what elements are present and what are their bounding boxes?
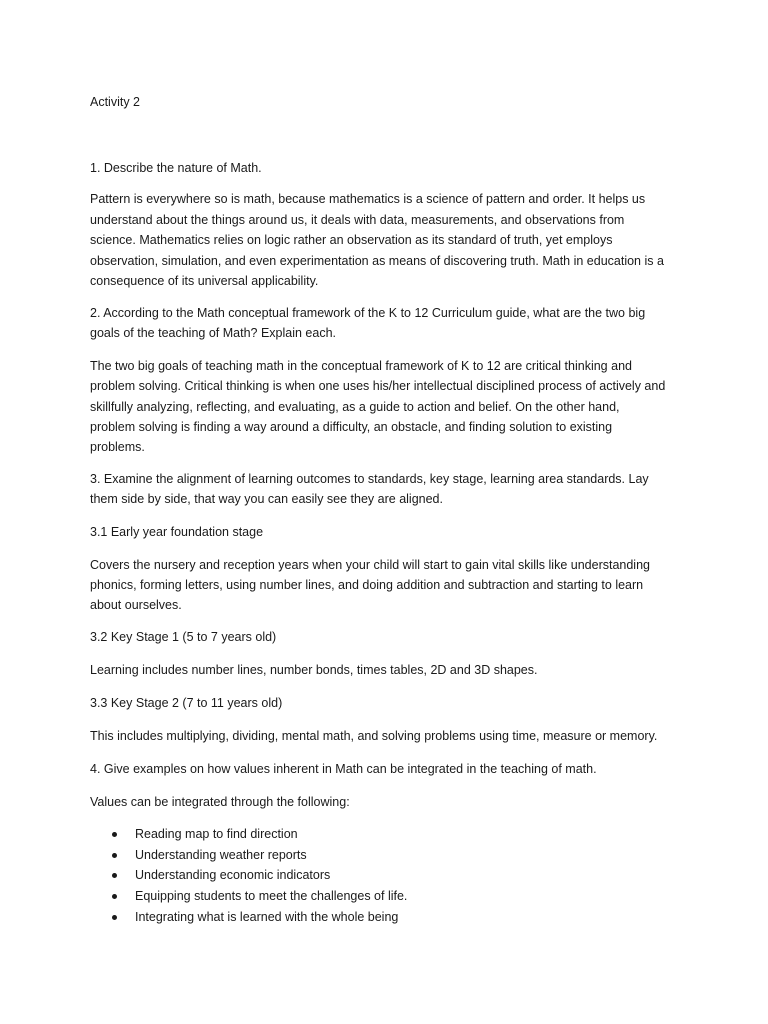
values-bullet-list [112, 824, 407, 928]
subsection-heading: 3.1 Early year foundation stage [90, 525, 264, 539]
list-item-text: Understanding weather reports [135, 847, 307, 862]
list-item [112, 886, 407, 907]
answer-1-line: observation, simulation, and even experimentation as means of discovering truth. Math in education is a [90, 254, 664, 268]
question-3-line: 3. Examine the alignment of learning outcomes to standards, key stage, learning area standards. Lay [90, 472, 649, 486]
subsection-text-line: This includes multiplying, dividing, mental math, and solving problems using time, measure or memory. [90, 729, 658, 743]
question-2-line: goals of the teaching of Math? Explain each. [90, 326, 336, 340]
list-item [112, 907, 407, 928]
answer-1-line: Pattern is everywhere so is math, because mathematics is a science of pattern and order. It helps us [90, 192, 646, 206]
subsection-heading: 3.2 Key Stage 1 (5 to 7 years old) [90, 630, 277, 644]
answer-2-line: problem solving. Critical thinking is when one uses his/her intellectual disciplined process of actively and [90, 379, 666, 393]
subsection-text-line: about ourselves. [90, 598, 182, 612]
subsection-text-line: Covers the nursery and reception years when your child will start to gain vital skills like understanding [90, 558, 650, 572]
bullet-icon [112, 832, 117, 837]
subsection-text-line: phonics, forming letters, using number lines, and doing addition and subtraction and starting to learn [90, 578, 644, 592]
subsection-heading: 3.3 Key Stage 2 (7 to 11 years old) [90, 696, 283, 710]
answer-1-line: consequence of its universal applicability. [90, 274, 319, 288]
list-item-text: Integrating what is learned with the whole being [135, 909, 399, 924]
answer-2-line: skillfully analyzing, reflecting, and evaluating, as a guide to action and belief. On the other hand, [90, 400, 620, 414]
list-item-text: Equipping students to meet the challenges of life. [135, 889, 408, 904]
question-4: 4. Give examples on how values inherent in Math can be integrated in the teaching of math. [90, 762, 597, 776]
answer-2-line: problems. [90, 440, 145, 454]
subsection-text-line: Learning includes number lines, number bonds, times tables, 2D and 3D shapes. [90, 663, 538, 677]
list-item-text: Understanding economic indicators [135, 868, 331, 883]
bullet-icon [112, 894, 117, 899]
answer-1-line: understand about the things around us, it deals with data, measurements, and observations from [90, 213, 625, 227]
values-intro: Values can be integrated through the following: [90, 795, 350, 809]
list-item-text: Reading map to find direction [135, 827, 298, 841]
bullet-icon [112, 853, 117, 858]
list-item [112, 865, 407, 886]
list-item [112, 824, 407, 845]
answer-2-line: problem solving is finding a way around a difficulty, an obstacle, and finding solution to existing [90, 420, 613, 434]
question-1: 1. Describe the nature of Math. [90, 161, 262, 175]
bullet-icon [112, 873, 117, 878]
question-3-line: them side by side, that way you can easily see they are aligned. [90, 492, 443, 506]
document-title: Activity 2 [90, 95, 141, 109]
bullet-icon [112, 915, 117, 920]
answer-2-line: The two big goals of teaching math in the conceptual framework of K to 12 are critical thinking and [90, 359, 632, 373]
question-2-line: 2. According to the Math conceptual framework of the K to 12 Curriculum guide, what are the two big [90, 306, 646, 320]
answer-1-line: science. Mathematics relies on logic rather an observation as its standard of truth, yet employs [90, 233, 613, 247]
list-item [112, 845, 407, 866]
